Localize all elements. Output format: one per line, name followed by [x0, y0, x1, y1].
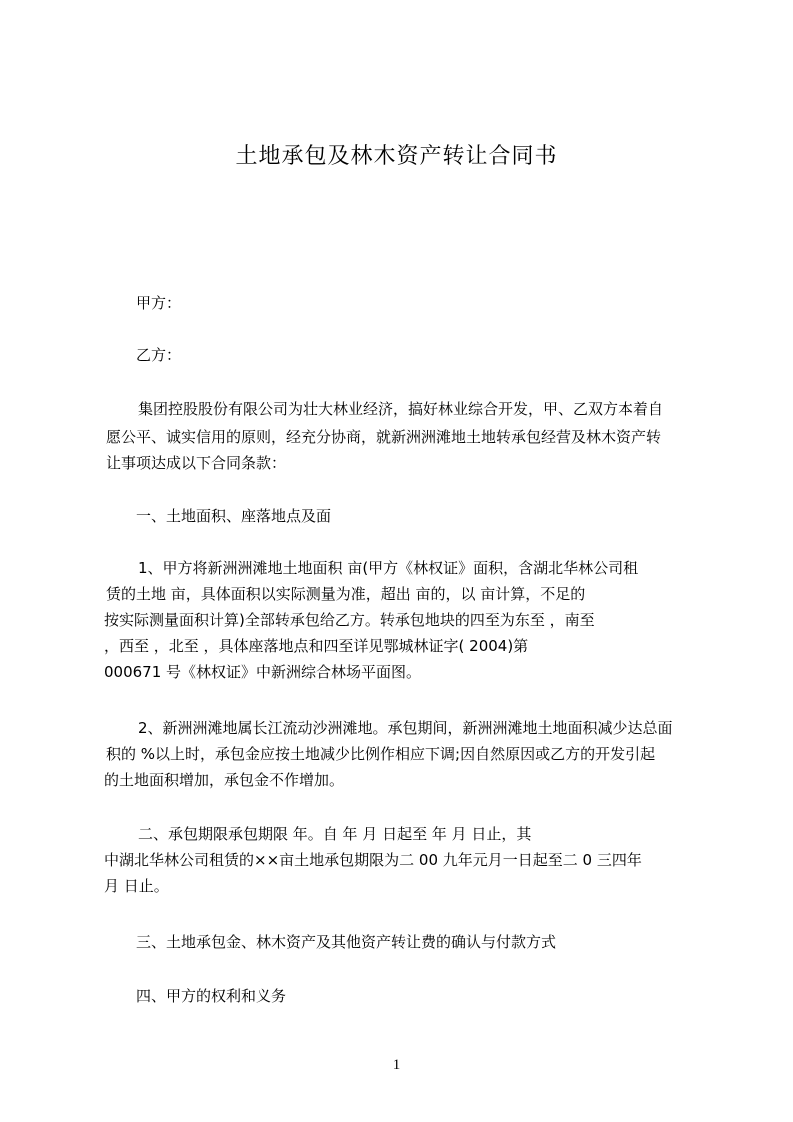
page-number: 1	[392, 1057, 401, 1073]
document-title: 土地承包及林木资产转让合同书	[235, 144, 558, 169]
section-1-heading: 一、土地面积、座落地点及面	[136, 507, 332, 525]
clause-1-line-4: ，西至 ，北至 ，具体座落地点和四至详见鄂城林证字( 2004)第	[104, 637, 529, 655]
clause-1-line-2: 赁的土地 亩，具体面积以实际测量为准，超出 亩的，以 亩计算，不足的	[106, 585, 586, 603]
clause-2-line-3: 的土地面积增加，承包金不作增加。	[104, 771, 345, 789]
clause-2-line-2: 积的 %以上时，承包金应按土地减少比例作相应下调;因自然原因或乙方的开发引起	[106, 745, 656, 763]
clause-1-line-1: 1、甲方将新洲洲滩地土地面积 亩(甲方《林权证》面积，含湖北华林公司租	[138, 559, 639, 577]
clause-2-line-1: 2、新洲洲滩地属长江流动沙洲滩地。承包期间，新洲洲滩地土地面积减少达总面	[138, 719, 673, 737]
intro-line-1: 集团控股股份有限公司为壮大林业经济，搞好林业综合开发，甲、乙双方本着自	[138, 400, 664, 418]
party-a-label: 甲方：	[136, 294, 182, 312]
clause-1-line-5: 000671 号《林权证》中新洲综合林场平面图。	[104, 663, 422, 681]
intro-line-3: 让事项达成以下合同条款：	[106, 454, 287, 472]
section-2-line-3: 月 日止。	[104, 877, 169, 895]
section-2-line-2: 中湖北华林公司租赁的××亩土地承包期限为二 00 九年元月一日起至二 0 三四年	[104, 851, 642, 869]
section-3-heading: 三、土地承包金、林木资产及其他资产转让费的确认与付款方式	[136, 933, 557, 951]
section-4-heading: 四、甲方的权利和义务	[136, 987, 287, 1005]
party-b-label: 乙方：	[136, 346, 182, 364]
clause-1-line-3: 按实际测量面积计算)全部转承包给乙方。转承包地块的四至为东至 ，南至	[104, 611, 595, 629]
intro-line-2: 愿公平、诚实信用的原则，经充分协商，就新洲洲滩地土地转承包经营及林木资产转	[106, 428, 662, 446]
section-2-line-1: 二、承包期限承包期限 年。自 年 月 日起至 年 月 日止，其	[138, 825, 532, 843]
